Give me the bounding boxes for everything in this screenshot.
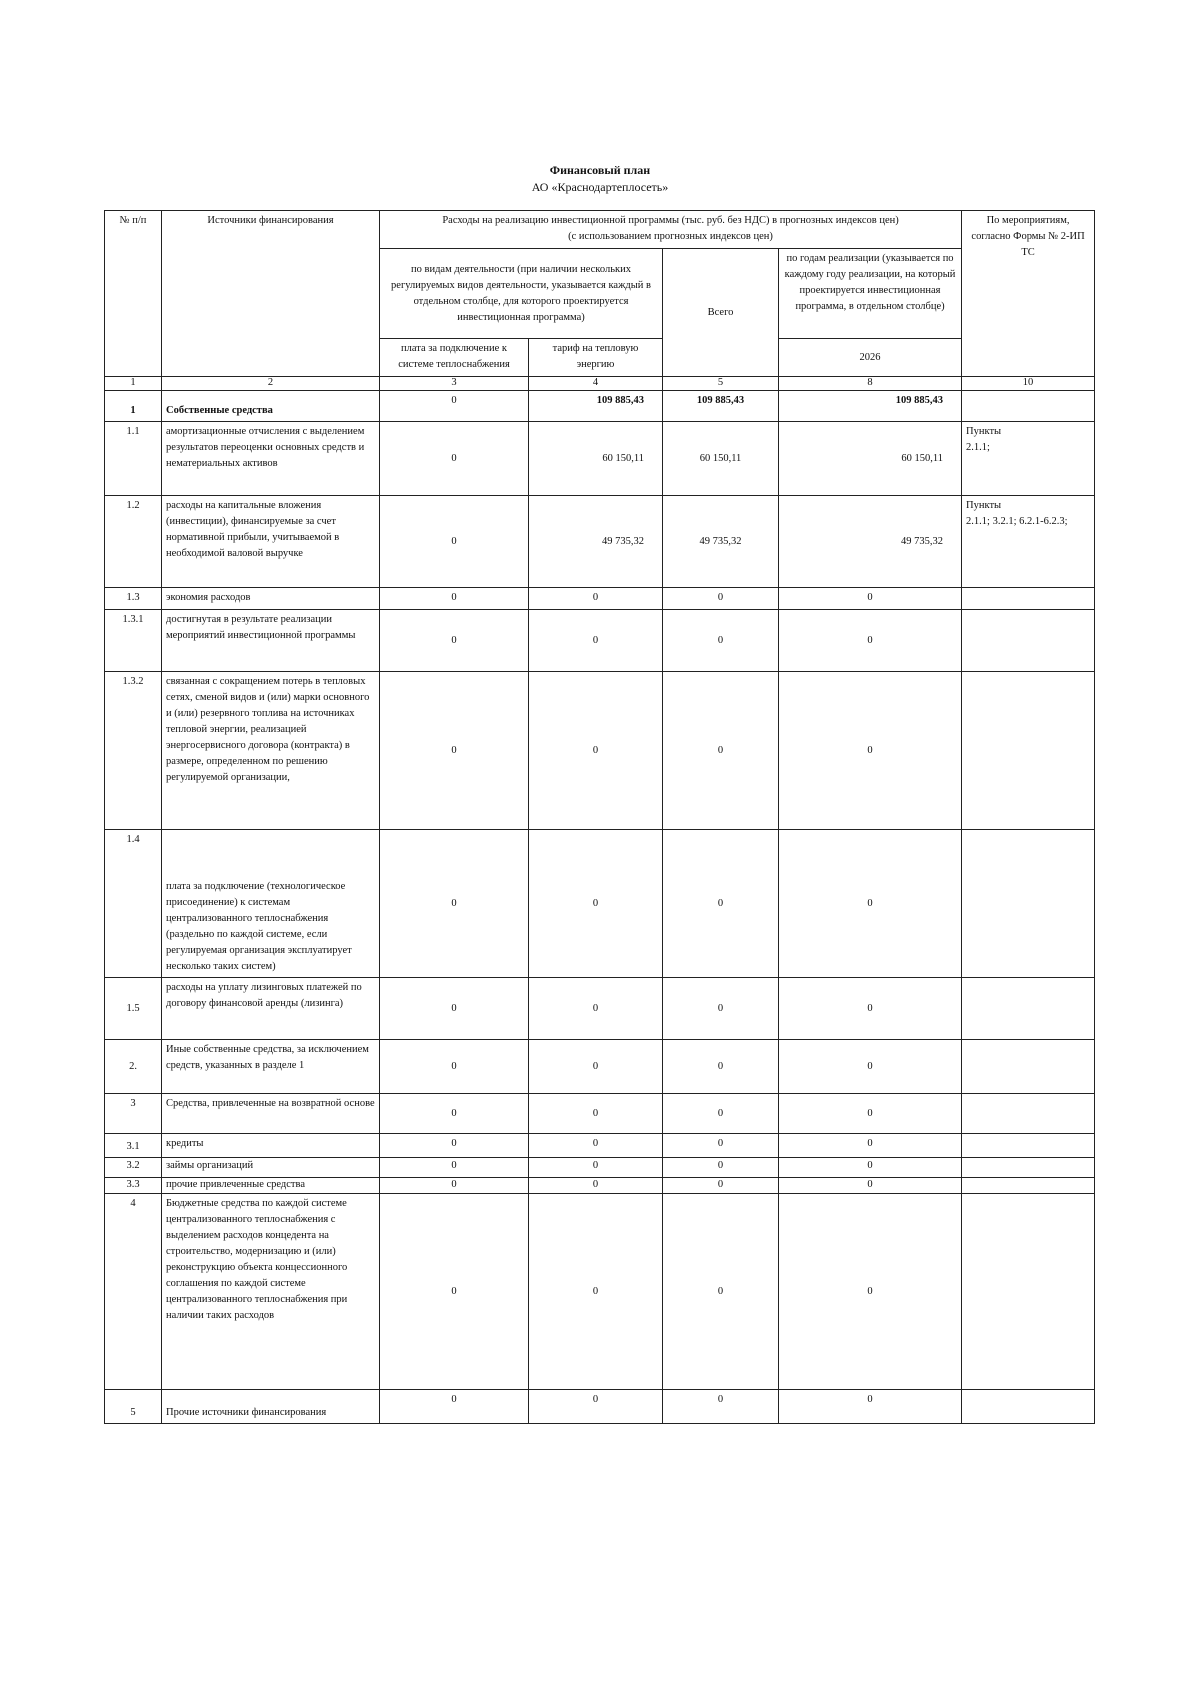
- row-tariff: 0: [529, 1094, 663, 1134]
- row-year-2026: 0: [779, 1040, 962, 1094]
- row-events: [962, 978, 1095, 1040]
- row-events-title: Пункты: [966, 426, 1002, 437]
- row-tariff: 0: [529, 1194, 663, 1390]
- row-source: Собственные средства: [162, 391, 380, 422]
- row-tariff: 0: [529, 1390, 663, 1424]
- row-num: 1.2: [105, 496, 162, 588]
- row-num: 3.1: [105, 1134, 162, 1158]
- row-tariff: 0: [529, 672, 663, 830]
- row-total: 109 885,43: [663, 391, 779, 422]
- table-row: [105, 588, 1095, 610]
- row-source: кредиты: [162, 1134, 380, 1158]
- row-source: плата за подключение (технологическое присоединение) к системам централизованного теплоснабжения (раздельно по каждой системе, если регулируемая организация эксплуатирует несколько таких систем): [162, 830, 380, 978]
- row-num: 2.: [105, 1040, 162, 1094]
- header-activity: по видам деятельности (при наличии нескольких регулируемых видов деятельности, указывается каждый в отдельном столбце, для которого проектируется инвестиционная программа): [380, 249, 663, 339]
- row-events: [962, 830, 1095, 978]
- row-num: 1.3: [105, 588, 162, 610]
- row-year-2026: 0: [779, 610, 962, 672]
- row-events-items: 2.1.1; 3.2.1; 6.2.1-6.2.3;: [966, 516, 1068, 527]
- row-events: [962, 1390, 1095, 1424]
- row-connection: 0: [380, 1178, 529, 1194]
- column-number: 2: [162, 377, 380, 391]
- row-events: [962, 496, 1095, 588]
- row-total: 0: [663, 588, 779, 610]
- row-tariff: 49 735,32: [529, 496, 663, 588]
- row-total: 60 150,11: [663, 422, 779, 496]
- column-number: 5: [663, 377, 779, 391]
- row-source: прочие привлеченные средства: [162, 1178, 380, 1194]
- row-connection: 0: [380, 496, 529, 588]
- document-title: Финансовый план: [549, 163, 651, 177]
- row-events: [962, 391, 1095, 422]
- row-events-title: Пункты: [966, 500, 1002, 511]
- header-expenses-line2: (с использованием прогнозных индексов цен): [568, 231, 773, 242]
- row-num: 4: [105, 1194, 162, 1390]
- row-num: 5: [105, 1390, 162, 1424]
- row-connection: 0: [380, 1194, 529, 1390]
- row-year-2026: 0: [779, 1178, 962, 1194]
- header-connection: плата за подключение к системе теплоснабжения: [380, 339, 529, 377]
- row-connection: 0: [380, 1094, 529, 1134]
- row-year-2026: 0: [779, 1094, 962, 1134]
- row-connection: 0: [380, 422, 529, 496]
- header-total: Всего: [663, 249, 779, 377]
- column-number: 8: [779, 377, 962, 391]
- row-tariff: 0: [529, 1178, 663, 1194]
- header-expenses-line1: Расходы на реализацию инвестиционной программы (тыс. руб. без НДС) в прогнозных индексов цен): [442, 215, 899, 226]
- row-num: 1.3.1: [105, 610, 162, 672]
- row-tariff: 0: [529, 978, 663, 1040]
- row-events: [962, 1040, 1095, 1094]
- row-total: 49 735,32: [663, 496, 779, 588]
- row-source: Иные собственные средства, за исключением средств, указанных в разделе 1: [162, 1040, 380, 1094]
- row-num: 1: [105, 391, 162, 422]
- table-row: [105, 610, 1095, 672]
- row-events: [962, 1194, 1095, 1390]
- row-num: 1.1: [105, 422, 162, 496]
- row-year-2026: 0: [779, 830, 962, 978]
- row-events: [962, 1134, 1095, 1158]
- row-total: 0: [663, 978, 779, 1040]
- row-events: [962, 422, 1095, 496]
- row-tariff: 0: [529, 588, 663, 610]
- table-row: [105, 978, 1095, 1040]
- row-total: 0: [663, 830, 779, 978]
- row-year-2026: 109 885,43: [779, 391, 962, 422]
- document-subtitle: АО «Краснодартеплосеть»: [531, 180, 669, 194]
- row-year-2026: 0: [779, 978, 962, 1040]
- table-row: [105, 1194, 1095, 1390]
- row-tariff: 60 150,11: [529, 422, 663, 496]
- row-tariff: 0: [529, 1040, 663, 1094]
- table-row: [105, 391, 1095, 422]
- table-row: [105, 1040, 1095, 1094]
- header-num: № п/п: [105, 211, 162, 377]
- row-year-2026: 0: [779, 1134, 962, 1158]
- row-total: 0: [663, 1390, 779, 1424]
- row-year-2026: 0: [779, 588, 962, 610]
- column-number: 4: [529, 377, 663, 391]
- column-numbers-row: [105, 377, 1095, 391]
- row-total: 0: [663, 672, 779, 830]
- row-num: 1.4: [105, 830, 162, 978]
- row-events: [962, 1178, 1095, 1194]
- row-num: 1.3.2: [105, 672, 162, 830]
- header-years: по годам реализации (указывается по каждому году реализации, на который проектируется инвестиционная программа, в отдельном столбце): [779, 249, 962, 339]
- row-connection: 0: [380, 1390, 529, 1424]
- row-source: Бюджетные средства по каждой системе централизованного теплоснабжения с выделением расходов концедента на строительство, модернизацию и (или) реконструкцию объекта концессионного соглашения по каждой системе централизованного теплоснабжения при наличии таких расходов: [162, 1194, 380, 1390]
- row-year-2026: 60 150,11: [779, 422, 962, 496]
- table-row: [105, 1134, 1095, 1158]
- row-total: 0: [663, 1040, 779, 1094]
- table-row: [105, 1178, 1095, 1194]
- header-events: По мероприятиям, согласно Формы № 2-ИП ТС: [962, 211, 1095, 377]
- column-number: 10: [962, 377, 1095, 391]
- table-row: [105, 1390, 1095, 1424]
- header-expenses: [380, 211, 962, 249]
- row-source: экономия расходов: [162, 588, 380, 610]
- row-connection: 0: [380, 1040, 529, 1094]
- column-number: 1: [105, 377, 162, 391]
- row-connection: 0: [380, 1134, 529, 1158]
- row-total: 0: [663, 1158, 779, 1178]
- table-row: [105, 672, 1095, 830]
- row-connection: 0: [380, 391, 529, 422]
- header-year-2026: 2026: [779, 339, 962, 377]
- row-events: [962, 672, 1095, 830]
- row-tariff: 0: [529, 1134, 663, 1158]
- financial-plan-table: [104, 210, 1095, 1424]
- row-year-2026: 0: [779, 1390, 962, 1424]
- row-year-2026: 0: [779, 1158, 962, 1178]
- row-total: 0: [663, 1178, 779, 1194]
- row-source: расходы на капитальные вложения (инвестиции), финансируемые за счет нормативной прибыли, учитываемой в необходимой валовой выручке: [162, 496, 380, 588]
- row-events: [962, 1158, 1095, 1178]
- table-row: [105, 1094, 1095, 1134]
- row-year-2026: 0: [779, 1194, 962, 1390]
- row-num: 3.2: [105, 1158, 162, 1178]
- row-year-2026: 0: [779, 672, 962, 830]
- table-row: [105, 1158, 1095, 1178]
- row-tariff: 0: [529, 830, 663, 978]
- row-events: [962, 588, 1095, 610]
- row-source: связанная с сокращением потерь в тепловых сетях, сменой видов и (или) марки основного и (или) резервного топлива на источниках тепловой энергии, реализацией энергосервисного договора (контракта) в размере, определенном по решению регулируемой организации,: [162, 672, 380, 830]
- row-num: 3.3: [105, 1178, 162, 1194]
- header-source: Источники финансирования: [162, 211, 380, 377]
- row-events: [962, 1094, 1095, 1134]
- row-source: амортизационные отчисления с выделением результатов переоценки основных средств и нематериальных активов: [162, 422, 380, 496]
- row-source: Прочие источники финансирования: [162, 1390, 380, 1424]
- row-tariff: 0: [529, 1158, 663, 1178]
- row-events: [962, 610, 1095, 672]
- row-total: 0: [663, 610, 779, 672]
- row-tariff: 0: [529, 610, 663, 672]
- table-row: [105, 830, 1095, 978]
- column-number: 3: [380, 377, 529, 391]
- row-year-2026: 49 735,32: [779, 496, 962, 588]
- table-row: [105, 422, 1095, 496]
- row-source: займы организаций: [162, 1158, 380, 1178]
- row-connection: 0: [380, 1158, 529, 1178]
- row-num: 1.5: [105, 978, 162, 1040]
- row-connection: 0: [380, 978, 529, 1040]
- row-total: 0: [663, 1094, 779, 1134]
- row-source: Средства, привлеченные на возвратной основе: [162, 1094, 380, 1134]
- table-row: [105, 496, 1095, 588]
- row-events-items: 2.1.1;: [966, 442, 990, 453]
- header-tariff: тариф на тепловую энергию: [529, 339, 663, 377]
- row-connection: 0: [380, 610, 529, 672]
- row-connection: 0: [380, 588, 529, 610]
- row-connection: 0: [380, 672, 529, 830]
- row-connection: 0: [380, 830, 529, 978]
- row-total: 0: [663, 1194, 779, 1390]
- row-num: 3: [105, 1094, 162, 1134]
- row-tariff: 109 885,43: [529, 391, 663, 422]
- row-total: 0: [663, 1134, 779, 1158]
- row-source: достигнутая в результате реализации мероприятий инвестиционной программы: [162, 610, 380, 672]
- row-source: расходы на уплату лизинговых платежей по договору финансовой аренды (лизинга): [162, 978, 380, 1040]
